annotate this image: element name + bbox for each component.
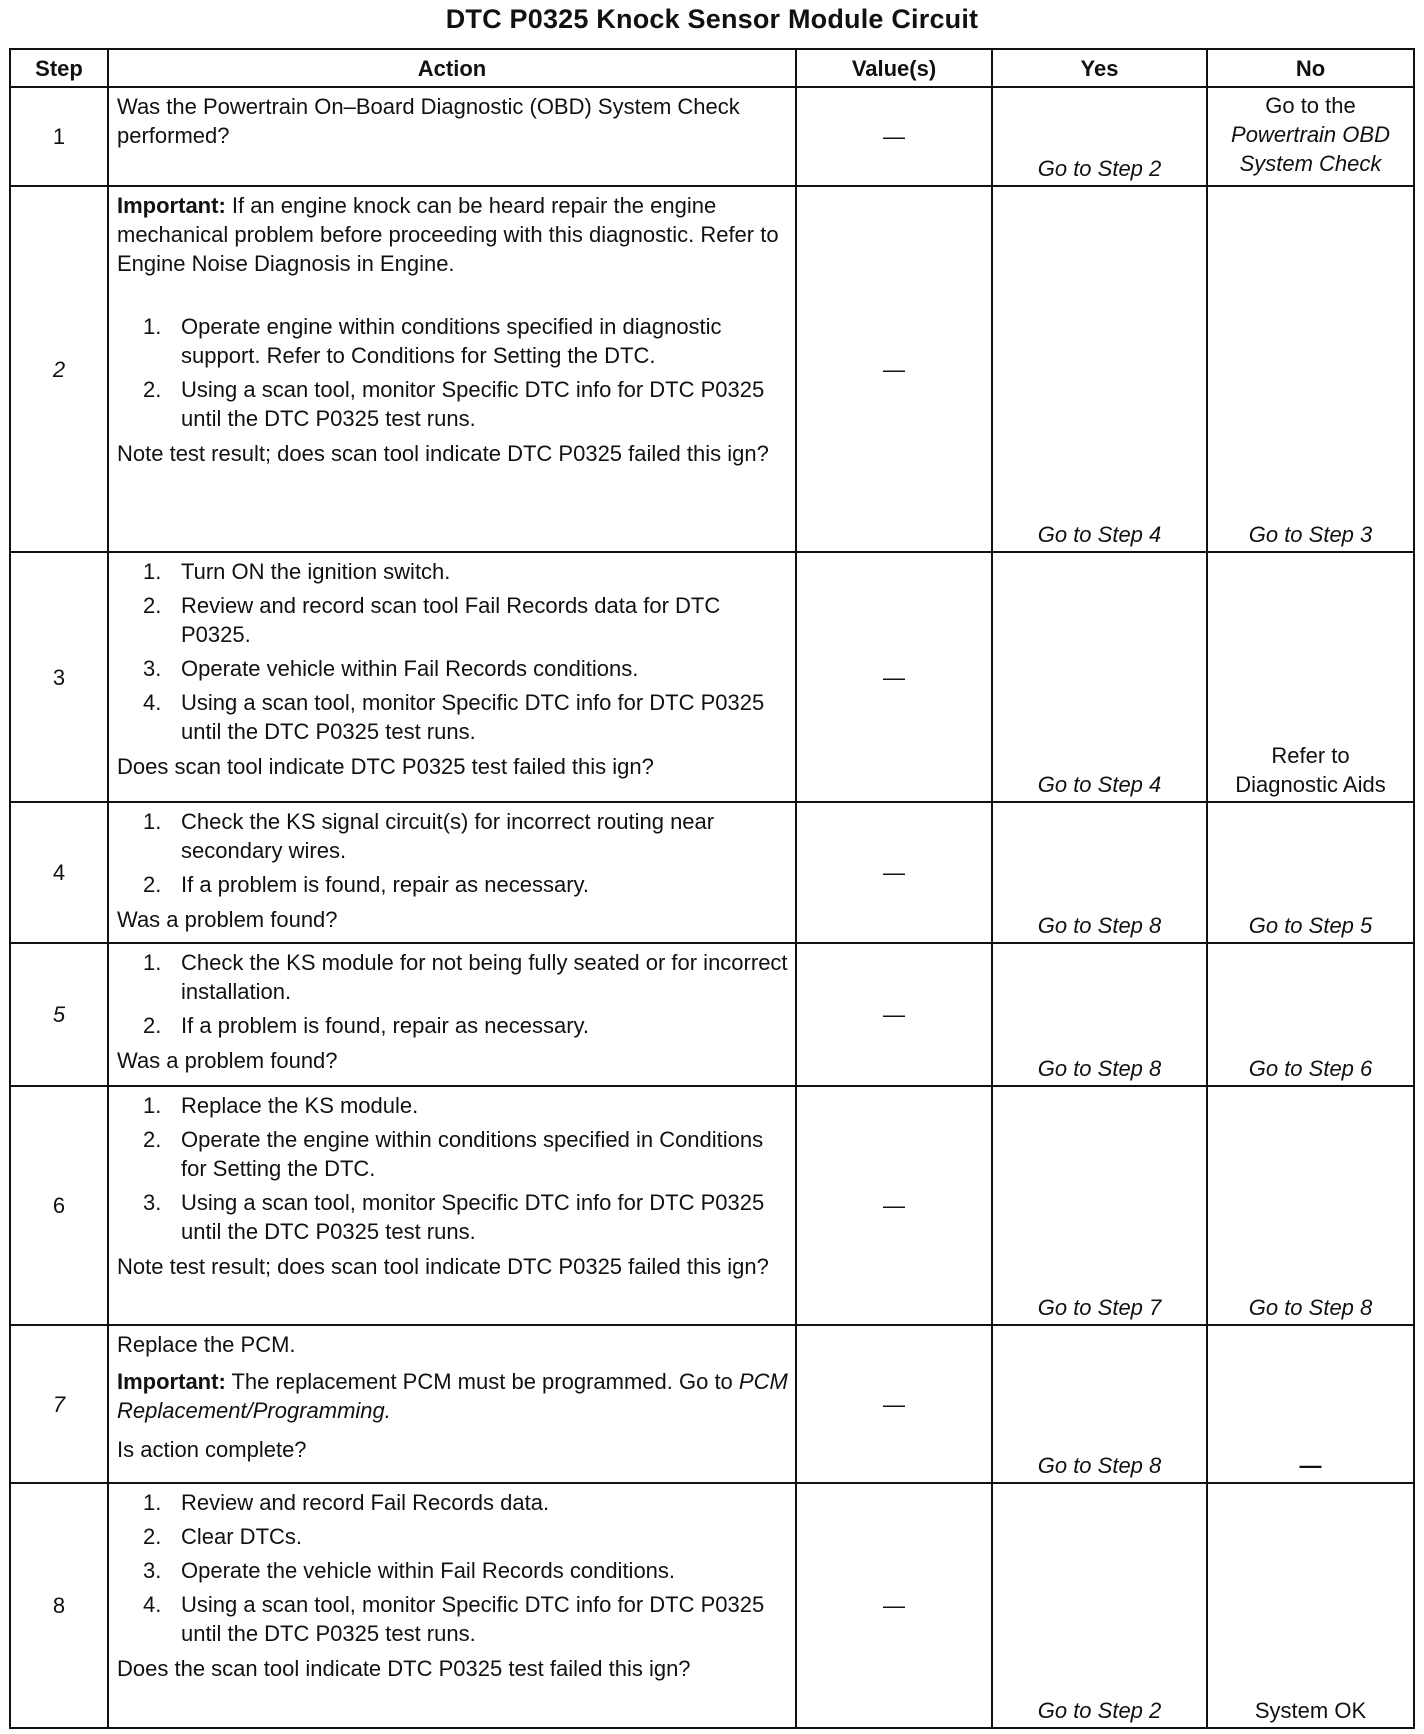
- action-question: Was the Powertrain On–Board Diagnostic (OBD) System Check performed?: [117, 94, 740, 148]
- action-question: Does scan tool indicate DTC P0325 test failed this ign?: [117, 754, 654, 779]
- value-cell: —: [796, 1086, 992, 1325]
- important-label: Important:: [117, 1369, 226, 1394]
- step-number: 6: [10, 1086, 108, 1325]
- table-row: [10, 87, 1414, 186]
- action-cell: [108, 943, 796, 1086]
- action-step: 1. Check the KS module for not being fully seated or for incorrect installation.: [143, 950, 788, 1004]
- action-step: 2. If a problem is found, repair as necessary.: [143, 1013, 590, 1038]
- yes-cell: Go to Step 2: [992, 87, 1207, 186]
- action-step-text: Operate engine within conditions specified in diagnostic support. Refer to Conditions for Setting the DTC.: [181, 314, 722, 368]
- step-number: 1: [10, 87, 108, 186]
- action-step-text: Using a scan tool, monitor Specific DTC info for DTC P0325 until the DTC P0325 test runs.: [181, 690, 765, 744]
- no-cell: —: [1207, 1325, 1414, 1483]
- yes-cell: Go to Step 7: [992, 1086, 1207, 1325]
- table-row: [10, 186, 1414, 552]
- action-question: Was a problem found?: [117, 1048, 338, 1073]
- action-step: 4. Using a scan tool, monitor Specific DTC info for DTC P0325 until the DTC P0325 test runs.: [143, 1592, 765, 1646]
- action-step-text: Using a scan tool, monitor Specific DTC info for DTC P0325 until the DTC P0325 test runs.: [181, 377, 765, 431]
- header-step: Step: [10, 49, 108, 87]
- no-cell: Refer to Diagnostic Aids: [1207, 552, 1414, 802]
- value-cell: —: [796, 1325, 992, 1483]
- action-step: 3. Using a scan tool, monitor Specific DTC info for DTC P0325 until the DTC P0325 test runs.: [143, 1190, 765, 1244]
- action-step: 1. Replace the KS module.: [143, 1093, 419, 1118]
- action-step-text: Using a scan tool, monitor Specific DTC info for DTC P0325 until the DTC P0325 test runs.: [181, 1190, 765, 1244]
- yes-cell: Go to Step 2: [992, 1483, 1207, 1728]
- table-row: [10, 552, 1414, 802]
- action-step: 1. Turn ON the ignition switch.: [143, 559, 451, 584]
- header-yes: Yes: [992, 49, 1207, 87]
- action-cell: [108, 802, 796, 943]
- no-cell: [1207, 87, 1414, 186]
- action-step: 1. Review and record Fail Records data.: [143, 1490, 550, 1515]
- step-number: 3: [10, 552, 108, 802]
- procedure-link[interactable]: PCM Replacement/Programming.: [117, 1369, 788, 1423]
- no-text: Go to the: [1265, 93, 1356, 118]
- action-step-text: Review and record Fail Records data.: [181, 1490, 550, 1515]
- no-link: Powertrain OBD System Check: [1231, 122, 1390, 176]
- action-step: 1. Check the KS signal circuit(s) for incorrect routing near secondary wires.: [143, 809, 715, 863]
- yes-cell: Go to Step 4: [992, 552, 1207, 802]
- action-question: Was a problem found?: [117, 907, 338, 932]
- action-step-text: Clear DTCs.: [181, 1524, 303, 1549]
- action-question: Note test result; does scan tool indicate DTC P0325 failed this ign?: [117, 441, 769, 466]
- table-row: [10, 943, 1414, 1086]
- action-intro: Replace the PCM.: [117, 1332, 296, 1357]
- no-cell: Go to Step 8: [1207, 1086, 1414, 1325]
- action-step: 2. Review and record scan tool Fail Records data for DTC P0325.: [143, 593, 721, 647]
- action-step-text: Using a scan tool, monitor Specific DTC info for DTC P0325 until the DTC P0325 test runs.: [181, 1592, 765, 1646]
- no-cell: System OK: [1207, 1483, 1414, 1728]
- action-cell: [108, 1325, 796, 1483]
- action-cell: [108, 1483, 796, 1728]
- header-values: Value(s): [796, 49, 992, 87]
- action-question: Is action complete?: [117, 1437, 307, 1462]
- no-cell: Go to Step 5: [1207, 802, 1414, 943]
- action-step-text: Check the KS signal circuit(s) for incorrect routing near secondary wires.: [181, 809, 715, 863]
- step-number: 2: [10, 186, 108, 552]
- yes-cell: Go to Step 8: [992, 943, 1207, 1086]
- action-step-text: Turn ON the ignition switch.: [181, 559, 451, 584]
- step-number: 4: [10, 802, 108, 943]
- step-number: 5: [10, 943, 108, 1086]
- important-note: [117, 1367, 789, 1425]
- action-step: 2. If a problem is found, repair as necessary.: [143, 872, 590, 897]
- value-cell: —: [796, 87, 992, 186]
- action-cell: [108, 552, 796, 802]
- value-cell: —: [796, 186, 992, 552]
- action-step: 1. Operate engine within conditions specified in diagnostic support. Refer to Conditions for Setting the DTC.: [143, 314, 722, 368]
- table-row: [10, 1086, 1414, 1325]
- diagnostic-table: [9, 48, 1415, 1729]
- important-note: [117, 191, 789, 278]
- action-step-text: If a problem is found, repair as necessary.: [181, 1013, 590, 1038]
- table-row: [10, 1325, 1414, 1483]
- action-step: 2. Operate the engine within conditions specified in Conditions for Setting the DTC.: [143, 1127, 764, 1181]
- header-row: [10, 49, 1414, 87]
- step-number: 8: [10, 1483, 108, 1728]
- table-row: [10, 802, 1414, 943]
- yes-cell: Go to Step 4: [992, 186, 1207, 552]
- action-step-text: Operate vehicle within Fail Records conditions.: [181, 656, 639, 681]
- header-action: Action: [108, 49, 796, 87]
- header-no: No: [1207, 49, 1414, 87]
- action-step: 3. Operate the vehicle within Fail Records conditions.: [143, 1558, 676, 1583]
- yes-cell: Go to Step 8: [992, 802, 1207, 943]
- step-number: 7: [10, 1325, 108, 1483]
- important-label: Important:: [117, 193, 226, 218]
- value-cell: —: [796, 802, 992, 943]
- action-cell: [108, 186, 796, 552]
- action-cell: [108, 1086, 796, 1325]
- action-step: 4. Using a scan tool, monitor Specific DTC info for DTC P0325 until the DTC P0325 test runs.: [143, 690, 765, 744]
- action-question: Does the scan tool indicate DTC P0325 test failed this ign?: [117, 1656, 691, 1681]
- value-cell: —: [796, 552, 992, 802]
- action-step: 3. Operate vehicle within Fail Records conditions.: [143, 656, 639, 681]
- action-step-text: Operate the vehicle within Fail Records conditions.: [181, 1558, 676, 1583]
- action-step: 2. Using a scan tool, monitor Specific DTC info for DTC P0325 until the DTC P0325 test runs.: [143, 377, 765, 431]
- important-text: The replacement PCM must be programmed. Go to: [225, 1369, 739, 1394]
- no-cell: Go to Step 6: [1207, 943, 1414, 1086]
- no-cell: Go to Step 3: [1207, 186, 1414, 552]
- value-cell: —: [796, 1483, 992, 1728]
- action-question: Note test result; does scan tool indicate DTC P0325 failed this ign?: [117, 1254, 769, 1279]
- value-cell: —: [796, 943, 992, 1086]
- action-step-text: Review and record scan tool Fail Records data for DTC P0325.: [181, 593, 721, 647]
- important-text: If an engine knock can be heard repair the engine mechanical problem before proceeding with this diagnostic. Refer to Engine Noise Diagnosis in Engine.: [117, 193, 779, 276]
- action-step-text: If a problem is found, repair as necessary.: [181, 872, 590, 897]
- yes-cell: Go to Step 8: [992, 1325, 1207, 1483]
- action-step-text: Operate the engine within conditions specified in Conditions for Setting the DTC.: [181, 1127, 764, 1181]
- action-step-text: Check the KS module for not being fully seated or for incorrect installation.: [181, 950, 788, 1004]
- action-cell: [108, 87, 796, 186]
- action-step: 2. Clear DTCs.: [143, 1524, 303, 1549]
- page-title: DTC P0325 Knock Sensor Module Circuit: [445, 4, 979, 34]
- table-row: [10, 1483, 1414, 1728]
- action-step-text: Replace the KS module.: [181, 1093, 419, 1118]
